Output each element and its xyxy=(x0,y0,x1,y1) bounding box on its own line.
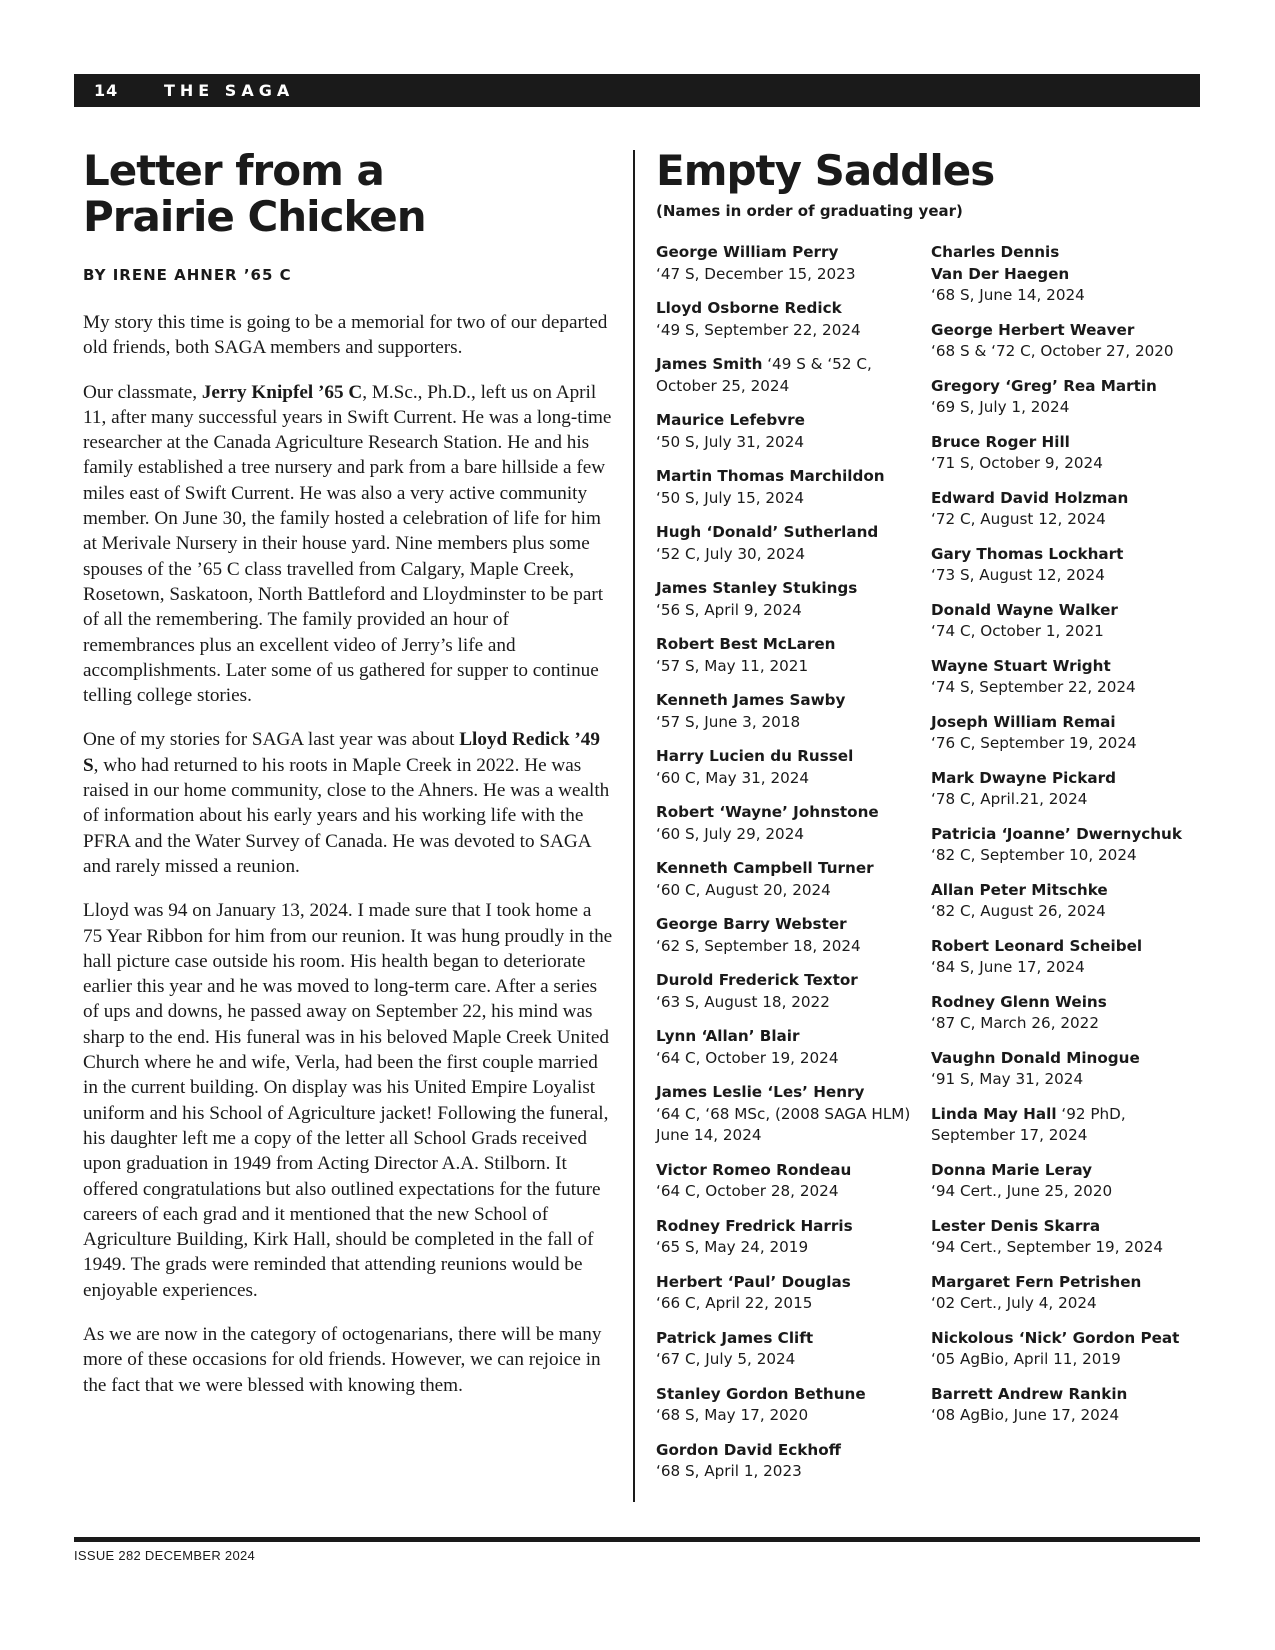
obituary-detail: ‘82 C, August 26, 2024 xyxy=(931,902,1106,920)
article-byline: BY IRENE AHNER ’65 C xyxy=(83,266,292,284)
obituary-detail: ‘94 Cert., June 25, 2020 xyxy=(931,1182,1113,1200)
obituary-entry xyxy=(931,600,1201,643)
obituary-entry xyxy=(931,1216,1201,1259)
obituary-entry xyxy=(656,522,918,565)
obituary-entry xyxy=(931,1048,1201,1091)
obituary-entry xyxy=(656,1328,918,1371)
obituary-detail: ‘63 S, August 18, 2022 xyxy=(656,992,830,1011)
obituary-detail: ‘64 C, ‘68 MSc, (2008 SAGA HLM) June 14, 2024 xyxy=(656,1104,911,1144)
column-divider xyxy=(633,150,635,1502)
obituary-detail: ‘64 C, October 28, 2024 xyxy=(656,1182,839,1200)
page-number: 14 xyxy=(94,81,119,100)
obituary-entry xyxy=(656,1160,918,1203)
obituary-detail: ‘68 S & ‘72 C, October 27, 2020 xyxy=(931,342,1174,360)
obituary-name: Charles Dennis xyxy=(931,243,1060,261)
obituary-name: Robert ‘Wayne’ Johnstone xyxy=(656,803,879,821)
section-subtitle: (Names in order of graduating year) xyxy=(656,202,963,220)
obituary-name: George William Perry xyxy=(656,243,839,261)
obituary-column-right xyxy=(931,242,1201,1440)
obituary-entry xyxy=(656,1440,918,1483)
obituary-column-left xyxy=(656,242,918,1496)
obituary-name: Gordon David Eckhoff xyxy=(656,1440,841,1459)
obituary-name: Donna Marie Leray xyxy=(931,1160,1092,1179)
obituary-name-continued: Van Der Haegen xyxy=(931,264,1070,283)
obituary-name: Bruce Roger Hill xyxy=(931,432,1070,451)
obituary-detail: ‘57 S, May 11, 2021 xyxy=(656,656,809,675)
article-body xyxy=(83,310,613,1398)
obituary-detail: ‘60 C, August 20, 2024 xyxy=(656,880,831,899)
obituary-detail: ‘50 S, July 15, 2024 xyxy=(656,488,805,507)
footer-rule xyxy=(74,1537,1200,1542)
obituary-name: George Herbert Weaver xyxy=(931,320,1135,339)
obituary-entry xyxy=(931,1104,1201,1147)
obituary-name: Nickolous ‘Nick’ Gordon Peat xyxy=(931,1328,1180,1347)
obituary-detail: ‘52 C, July 30, 2024 xyxy=(656,544,806,563)
obituary-entry xyxy=(656,1082,918,1147)
obituary-detail: ‘60 S, July 29, 2024 xyxy=(656,824,805,843)
section-title: Empty Saddles xyxy=(656,146,995,195)
obituary-name: Rodney Glenn Weins xyxy=(931,992,1107,1011)
obituary-detail: ‘56 S, April 9, 2024 xyxy=(656,600,802,619)
obituary-detail: ‘74 C, October 1, 2021 xyxy=(931,622,1104,640)
page-header-bar xyxy=(74,74,1200,107)
obituary-entry xyxy=(931,242,1201,307)
obituary-name: Margaret Fern Petrishen xyxy=(931,1272,1142,1291)
obituary-entry xyxy=(931,656,1201,699)
obituary-entry xyxy=(656,298,918,341)
obituary-detail: ‘02 Cert., July 4, 2024 xyxy=(931,1294,1097,1312)
obituary-entry xyxy=(931,432,1201,475)
obituary-entry xyxy=(931,880,1201,923)
obituary-entry xyxy=(656,858,918,901)
article-paragraph: Lloyd was 94 on January 13, 2024. I made sure that I took home a 75 Year Ribbon for him from our reunion. It was hung proudly in the hall picture case outside his room. His health began to deteriorate earlier this year and he was moved to long-term care. After a series of ups and downs, he passed away on September 22, his mind was sharp to the end. His funeral was in his beloved Maple Creek United Church where he and wife, Verla, had been the first couple married in the current building. On display was his United Empire Loyalist uniform and his School of Agriculture jacket! Following the funeral, his daughter left me a copy of the letter all School Grads received upon graduation in 1949 from Acting Director A.A. Stilborn. It offered congratulations but also outlined expectations for the future careers of each grad and it mentioned that the new School of Agriculture Building, Kirk Hall, should be completed in the fall of 1949. The grads were reminded that attending reunions would be enjoyable experiences. xyxy=(83,900,613,1301)
obituary-name: Stanley Gordon Bethune xyxy=(656,1384,866,1403)
obituary-detail: ‘50 S, July 31, 2024 xyxy=(656,432,805,451)
obituary-entry xyxy=(931,1272,1201,1315)
obituary-name: Edward David Holzman xyxy=(931,488,1129,507)
publication-name: THE SAGA xyxy=(164,81,295,100)
obituary-detail: ‘69 S, July 1, 2024 xyxy=(931,398,1070,416)
obituary-detail: ‘57 S, June 3, 2018 xyxy=(656,712,801,731)
obituary-name: Durold Frederick Textor xyxy=(656,971,858,989)
article-column xyxy=(83,148,613,1398)
issue-info: ISSUE 282 DECEMBER 2024 xyxy=(74,1548,256,1563)
paragraph-text: One of my stories for SAGA last year was about xyxy=(83,729,460,751)
obituary-name: Joseph William Remai xyxy=(931,712,1116,731)
obituary-entry xyxy=(931,376,1201,419)
article-paragraph: My story this time is going to be a memorial for two of our departed old friends, both SAGA members and supporters. xyxy=(83,312,608,359)
obituary-detail: ‘71 S, October 9, 2024 xyxy=(931,454,1103,472)
obituary-detail: ‘49 S & ‘52 C, October 25, 2024 xyxy=(656,355,872,395)
obituary-entry xyxy=(931,712,1201,755)
article-paragraph xyxy=(83,380,613,709)
obituary-detail: ‘08 AgBio, June 17, 2024 xyxy=(931,1406,1120,1424)
article-paragraph xyxy=(83,727,613,879)
obituary-detail: ‘92 PhD, September 17, 2024 xyxy=(931,1104,1126,1144)
obituary-name: James Leslie ‘Les’ Henry xyxy=(656,1083,865,1101)
obituary-name: Hugh ‘Donald’ Sutherland xyxy=(656,523,879,541)
obituary-name: Martin Thomas Marchildon xyxy=(656,467,885,485)
obituary-name: Vaughn Donald Minogue xyxy=(931,1048,1140,1067)
obituary-detail: ‘73 S, August 12, 2024 xyxy=(931,566,1105,584)
obituary-detail: ‘68 S, May 17, 2020 xyxy=(656,1406,809,1424)
obituary-detail: ‘74 S, September 22, 2024 xyxy=(931,678,1136,696)
obituary-name: Robert Leonard Scheibel xyxy=(931,936,1143,955)
obituary-detail: ‘94 Cert., September 19, 2024 xyxy=(931,1238,1164,1256)
obituary-entry xyxy=(656,746,918,789)
obituary-entry xyxy=(931,488,1201,531)
article-title: Letter from a Prairie Chicken xyxy=(83,146,426,241)
paragraph-text: , M.Sc., Ph.D., left us on April 11, after many successful years in Swift Current. He was a long-time researcher at the Canada Agriculture Research Station. He and his family established a tree nursery and park from a bare hillside a few miles east of Swift Current. He was also a very active community member. On June 30, the family hosted a celebration of life for him at Merivale Nursery in their house yard. Nine members plus some spouses of the ’65 C class travelled from Calgary, Maple Creek, Rosetown, Saskatoon, North Battleford and Lloydminster to be part of all the remembering. The family provided an hour of remembrances plus an excellent video of Jerry’s life and accomplishments. Later some of us gathered for supper to continue telling college stories. xyxy=(83,381,612,707)
obituary-entry xyxy=(656,970,918,1013)
paragraph-text: , who had returned to his roots in Maple Creek in 2022. He was raised in our home community, close to the Ahners. He was a wealth of information about his early years and his working life with the PFRA and the Water Survey of Canada. He was devoted to SAGA and rarely missed a reunion. xyxy=(83,754,610,877)
obituary-entry xyxy=(656,1026,918,1069)
obituary-name: Donald Wayne Walker xyxy=(931,600,1118,619)
obituary-name: Barrett Andrew Rankin xyxy=(931,1384,1128,1403)
obituary-detail: ‘82 C, September 10, 2024 xyxy=(931,846,1137,864)
obituary-name: Linda May Hall xyxy=(931,1104,1057,1123)
obituary-detail: ‘78 C, April.21, 2024 xyxy=(931,790,1088,808)
article-paragraph: As we are now in the category of octogenarians, there will be many more of these occasions for old friends. However, we can rejoice in the fact that we were blessed with knowing them. xyxy=(83,1323,602,1396)
obituary-name: Allan Peter Mitschke xyxy=(931,880,1108,899)
obituary-entry xyxy=(931,768,1201,811)
obituary-name: Victor Romeo Rondeau xyxy=(656,1160,852,1179)
obituary-entry xyxy=(931,1160,1201,1203)
highlighted-name: Lloyd Redick ’49 S xyxy=(83,729,600,776)
obituary-entry xyxy=(656,242,918,285)
obituary-detail: ‘65 S, May 24, 2019 xyxy=(656,1238,809,1256)
obituary-name: Mark Dwayne Pickard xyxy=(931,768,1117,787)
obituary-name: Lester Denis Skarra xyxy=(931,1216,1101,1235)
obituary-name: Kenneth James Sawby xyxy=(656,691,846,709)
obituary-name: James Smith xyxy=(656,355,763,373)
obituary-entry xyxy=(656,634,918,677)
obituary-name: Maurice Lefebvre xyxy=(656,411,805,429)
obituary-detail: ‘49 S, September 22, 2024 xyxy=(656,320,861,339)
obituary-entry xyxy=(656,1272,918,1315)
obituary-entry xyxy=(931,1328,1201,1371)
obituary-detail: ‘47 S, December 15, 2023 xyxy=(656,264,856,283)
obituary-entry xyxy=(931,1384,1201,1427)
obituary-entry xyxy=(931,992,1201,1035)
obituary-name: Patricia ‘Joanne’ Dwernychuk xyxy=(931,824,1182,843)
obituary-detail: ‘84 S, June 17, 2024 xyxy=(931,958,1085,976)
obituary-entry xyxy=(931,824,1201,867)
obituary-name: Rodney Fredrick Harris xyxy=(656,1216,853,1235)
obituary-detail: ‘87 C, March 26, 2022 xyxy=(931,1014,1099,1032)
obituary-name: Wayne Stuart Wright xyxy=(931,656,1111,675)
obituary-entry xyxy=(656,1216,918,1259)
obituary-name: Herbert ‘Paul’ Douglas xyxy=(656,1272,851,1291)
obituary-detail: ‘72 C, August 12, 2024 xyxy=(931,510,1106,528)
obituary-entry xyxy=(931,320,1201,363)
obituary-name: Gregory ‘Greg’ Rea Martin xyxy=(931,376,1157,395)
paragraph-text: Our classmate, xyxy=(83,381,202,403)
obituary-name: Robert Best McLaren xyxy=(656,635,836,653)
obituary-detail: ‘66 C, April 22, 2015 xyxy=(656,1294,813,1312)
obituary-detail: ‘76 C, September 19, 2024 xyxy=(931,734,1137,752)
empty-saddles-section xyxy=(656,146,1196,1480)
obituary-entry xyxy=(656,914,918,957)
obituary-detail: ‘62 S, September 18, 2024 xyxy=(656,936,861,955)
obituary-entry xyxy=(656,802,918,845)
highlighted-name: Jerry Knipfel ’65 C xyxy=(201,381,363,403)
obituary-entry xyxy=(656,354,918,397)
obituary-entry xyxy=(656,578,918,621)
obituary-name: Gary Thomas Lockhart xyxy=(931,544,1124,563)
obituary-detail: ‘91 S, May 31, 2024 xyxy=(931,1070,1084,1088)
obituary-detail: ‘05 AgBio, April 11, 2019 xyxy=(931,1350,1121,1368)
obituary-detail: ‘60 C, May 31, 2024 xyxy=(656,768,810,787)
obituary-name: Lloyd Osborne Redick xyxy=(656,299,842,317)
obituary-detail: ‘68 S, April 1, 2023 xyxy=(656,1462,802,1480)
obituary-entry xyxy=(931,936,1201,979)
obituary-entry xyxy=(656,410,918,453)
obituary-name: Harry Lucien du Russel xyxy=(656,747,854,765)
obituary-entry xyxy=(656,1384,918,1427)
obituary-name: Patrick James Clift xyxy=(656,1328,814,1347)
obituary-detail: ‘64 C, October 19, 2024 xyxy=(656,1048,839,1067)
obituary-name: Kenneth Campbell Turner xyxy=(656,859,874,877)
obituary-entry xyxy=(931,544,1201,587)
obituary-name: George Barry Webster xyxy=(656,915,847,933)
obituary-entry xyxy=(656,466,918,509)
obituary-detail: ‘68 S, June 14, 2024 xyxy=(931,286,1085,304)
obituary-entry xyxy=(656,690,918,733)
obituary-detail: ‘67 C, July 5, 2024 xyxy=(656,1350,796,1368)
obituary-name: James Stanley Stukings xyxy=(656,579,858,597)
obituary-name: Lynn ‘Allan’ Blair xyxy=(656,1027,800,1045)
